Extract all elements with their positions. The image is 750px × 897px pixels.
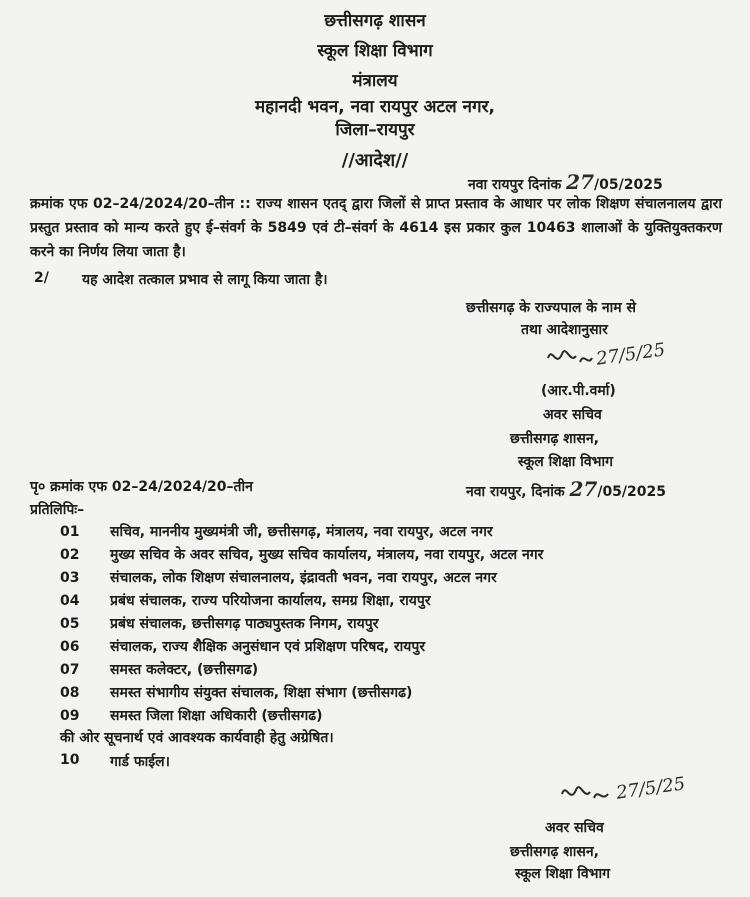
copy-item-number: 02 bbox=[60, 547, 80, 563]
copy-list-item bbox=[60, 591, 431, 615]
copy-item-number: 08 bbox=[60, 685, 80, 701]
guard-file-number: 10 bbox=[60, 752, 80, 768]
order-date-day: 27 bbox=[566, 170, 595, 194]
header-district: जिला–रायपुर bbox=[335, 120, 415, 140]
handwritten-signature-2 bbox=[560, 772, 710, 816]
copy-list-item bbox=[60, 660, 258, 684]
signatory2-dept-2: स्कूल शिक्षा विभाग bbox=[515, 866, 611, 882]
copy-item-text: समस्त कलेक्टर, (छत्तीसगढ) bbox=[110, 662, 259, 678]
signatory-dept-2: स्कूल शिक्षा विभाग bbox=[518, 454, 614, 470]
point-2-text: यह आदेश तत्काल प्रभाव से लागू किया जाता है। bbox=[82, 272, 328, 288]
header-address: महानदी भवन, नवा रायपुर अटल नगर, bbox=[255, 97, 495, 117]
copy-item-number: 04 bbox=[60, 593, 80, 609]
copy-item-text: संचालक, लोक शिक्षण संचालनालय, इंद्रावती भवन, नवा रायपुर, अटल नगर bbox=[110, 570, 497, 586]
copy-label: प्रतिलिपिः– bbox=[30, 502, 85, 518]
copy-item-text: समस्त जिला शिक्षा अधिकारी (छत्तीसगढ) bbox=[110, 708, 323, 724]
copy-item-text: संचालक, राज्य शैक्षिक अनुसंधान एवं प्रशिक्षण परिषद, रायपुर bbox=[110, 639, 426, 655]
copy-date bbox=[466, 477, 666, 501]
signatory-dept-1: छत्तीसगढ़ शासन, bbox=[510, 431, 599, 447]
copy-list-item bbox=[60, 614, 378, 638]
copy-item-number: 06 bbox=[60, 639, 80, 655]
signatory2-dept-1: छत्तीसगढ़ शासन, bbox=[510, 844, 599, 860]
point-2-number: 2/ bbox=[34, 270, 49, 286]
copy-date-day: 27 bbox=[569, 477, 598, 501]
guard-file-text: गार्ड फाईल। bbox=[110, 754, 170, 770]
signature-governor-line: छत्तीसगढ़ के राज्यपाल के नाम से bbox=[466, 300, 636, 316]
copy-item-text: प्रबंध संचालक, छत्तीसगढ़ पाठ्यपुस्तक निगम, रायपुर bbox=[110, 616, 379, 632]
copy-item-text: मुख्य सचिव के अवर सचिव, मुख्य सचिव कार्यालय, मंत्रालय, नवा रायपुर, अटल नगर bbox=[110, 547, 544, 563]
copy-item-number: 09 bbox=[60, 708, 80, 724]
order-date-prefix: नवा रायपुर दिनांक bbox=[468, 177, 562, 193]
copy-item-text: समस्त संभागीय संयुक्त संचालक, शिक्षा संभाग (छत्तीसगढ) bbox=[110, 685, 413, 701]
copy-item-text: सचिव, माननीय मुख्यमंत्री जी, छत्तीसगढ़, मंत्रालय, नवा रायपुर, अटल नगर bbox=[110, 524, 493, 540]
signatory-name: (आर.पी.वर्मा) bbox=[541, 383, 616, 399]
copy-item-number: 07 bbox=[60, 662, 80, 678]
order-title: //आदेश// bbox=[341, 150, 409, 171]
copy-list-item bbox=[60, 522, 493, 546]
signatory-designation: अवर सचिव bbox=[543, 407, 602, 423]
header-government: छत्तीसगढ़ शासन bbox=[324, 11, 426, 31]
copy-date-prefix: नवा रायपुर, दिनांक bbox=[466, 484, 565, 500]
copy-list-item bbox=[60, 706, 323, 730]
copy-list-item bbox=[60, 545, 543, 569]
header-department: स्कूल शिक्षा विभाग bbox=[317, 41, 433, 61]
order-date bbox=[468, 170, 663, 194]
copy-item-number: 03 bbox=[60, 570, 80, 586]
signature-date-2: 27/5/25 bbox=[614, 773, 687, 804]
copy-reference: पृ० क्रमांक एफ 02–24/2024/20–तीन bbox=[30, 479, 253, 495]
handwritten-signature-1 bbox=[544, 338, 694, 384]
header-ministry: मंत्रालय bbox=[352, 71, 398, 91]
order-date-rest: /05/2025 bbox=[594, 177, 663, 193]
order-body: क्रमांक एफ 02–24/2024/20–तीन :: राज्य शासन एतद् द्वारा जिलों से प्राप्त प्रस्ताव के आधार पर लोक शिक्षण संचालनालय द्वारा प्रस्तुत प्रस्ताव को मान्य करते हुए ई–संवर्ग के 5849 एवं टी–संवर्ग के 4614 इस प्रकार कुल 10463 शालाओं के युक्तियुक्तकरण करने का निर्णय लिया जाता है। bbox=[30, 196, 722, 260]
signatory2-designation: अवर सचिव bbox=[545, 820, 604, 836]
copy-item-number: 05 bbox=[60, 616, 80, 632]
signature-date-1: 27/5/25 bbox=[594, 339, 667, 370]
copy-item-number: 01 bbox=[60, 524, 80, 540]
copy-date-rest: /05/2025 bbox=[597, 484, 667, 500]
copy-list-item bbox=[60, 637, 425, 661]
copy-list-item bbox=[60, 568, 497, 592]
signature-order-line: तथा आदेशानुसार bbox=[521, 322, 608, 338]
forward-note: की ओर सूचनार्थ एवं आवश्यक कार्यवाही हेतु अग्रेषित। bbox=[60, 730, 334, 746]
copy-list-item bbox=[60, 683, 412, 707]
copy-item-text: प्रबंध संचालक, राज्य परियोजना कार्यालय, समग्र शिक्षा, रायपुर bbox=[110, 593, 431, 609]
